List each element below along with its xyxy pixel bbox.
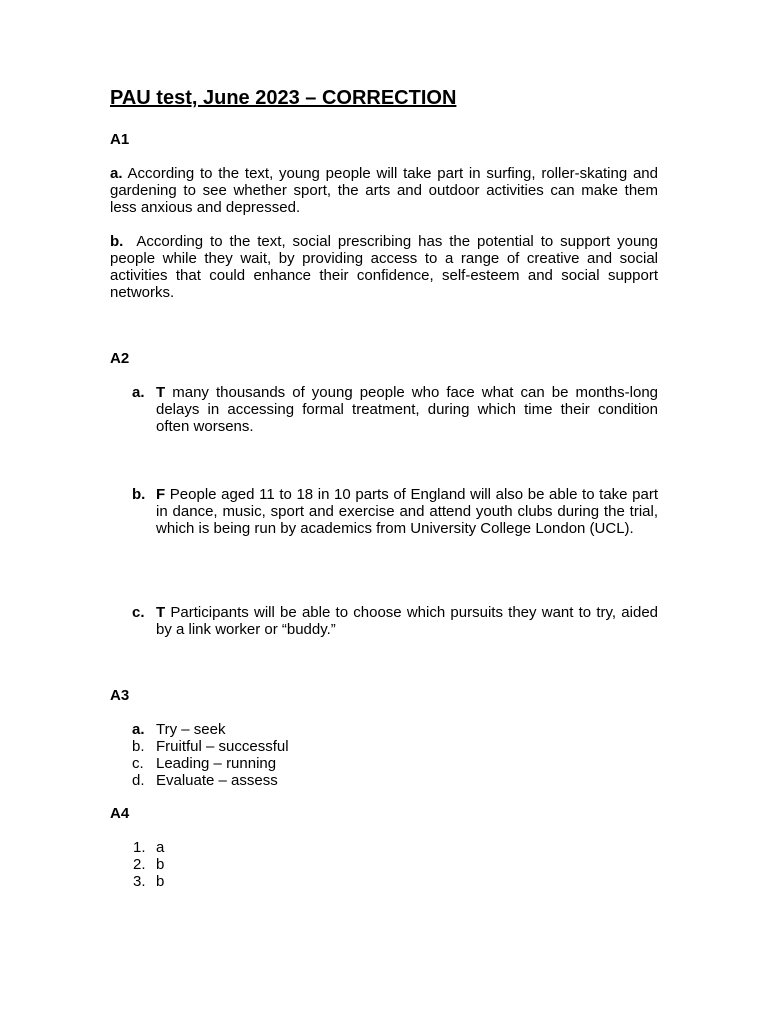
a3-item-d-label: d. xyxy=(132,772,145,789)
section-heading-a1: A1 xyxy=(110,131,130,148)
a3-item-a-label: a. xyxy=(132,721,145,738)
a4-item-2-label: 2. xyxy=(133,856,146,873)
a2-item-a xyxy=(110,384,658,435)
section-heading-a3: A3 xyxy=(110,687,130,704)
a1-answer-b-label: b. xyxy=(110,233,124,250)
a3-item-b-label: b. xyxy=(132,738,145,755)
a3-item-d xyxy=(110,772,658,789)
a3-item-a-text: Try – seek xyxy=(156,721,226,738)
a1-answer-a-label: a. xyxy=(110,165,123,182)
a3-item-d-text: Evaluate – assess xyxy=(156,772,278,789)
a3-item-a xyxy=(110,721,658,738)
a1-answer-b-text: According to the text, social prescribing has the potential to support young people while they wait, by providing access to a range of creative and social activities that could enhance their confidence, self-esteem and social support networks. xyxy=(110,233,658,301)
a1-answer-b xyxy=(110,233,658,301)
section-heading-a2: A2 xyxy=(110,350,130,367)
a3-item-c-text: Leading – running xyxy=(156,755,277,772)
a4-item-1-text: a xyxy=(156,839,165,856)
a2-item-b-label: b. xyxy=(132,486,146,503)
a3-item-c xyxy=(110,755,658,772)
a1-answer-a xyxy=(110,165,658,216)
a4-item-2-text: b xyxy=(156,856,165,873)
a2-item-c-label: c. xyxy=(132,604,145,621)
a4-item-3-label: 3. xyxy=(133,873,146,890)
a2-item-c xyxy=(110,604,658,638)
a4-item-3 xyxy=(110,873,658,890)
a3-item-b xyxy=(110,738,658,755)
a2-item-c-verdict: T xyxy=(156,604,166,621)
a4-item-1-label: 1. xyxy=(133,839,146,856)
a2-item-b-text: People aged 11 to 18 in 10 parts of England will also be able to take part in dance, music, sport and exercise and attend youth clubs during the trial, which is being run by academics from University College London (UCL). xyxy=(156,486,658,537)
a2-item-b xyxy=(110,486,658,537)
page-title: PAU test, June 2023 – CORRECTION xyxy=(110,87,457,109)
a2-item-a-label: a. xyxy=(132,384,145,401)
a4-item-3-text: b xyxy=(156,873,165,890)
a4-item-1 xyxy=(110,839,658,856)
a2-item-c-text: Participants will be able to choose which pursuits they want to try, aided by a link worker or “buddy.” xyxy=(156,604,659,638)
section-heading-a4: A4 xyxy=(110,805,130,822)
a2-item-a-verdict: T xyxy=(156,384,166,401)
a3-item-b-text: Fruitful – successful xyxy=(156,738,289,755)
a1-answer-a-text: According to the text, young people will take part in surfing, roller-skating and gardening to see whether sport, the arts and outdoor activities can make them less anxious and depressed. xyxy=(110,165,658,216)
a2-item-a-text: many thousands of young people who face what can be months-long delays in accessing formal treatment, during which time their condition often worsens. xyxy=(156,384,659,435)
a2-item-b-verdict: F xyxy=(156,486,166,503)
a4-item-2 xyxy=(110,856,658,873)
a3-item-c-label: c. xyxy=(132,755,144,772)
